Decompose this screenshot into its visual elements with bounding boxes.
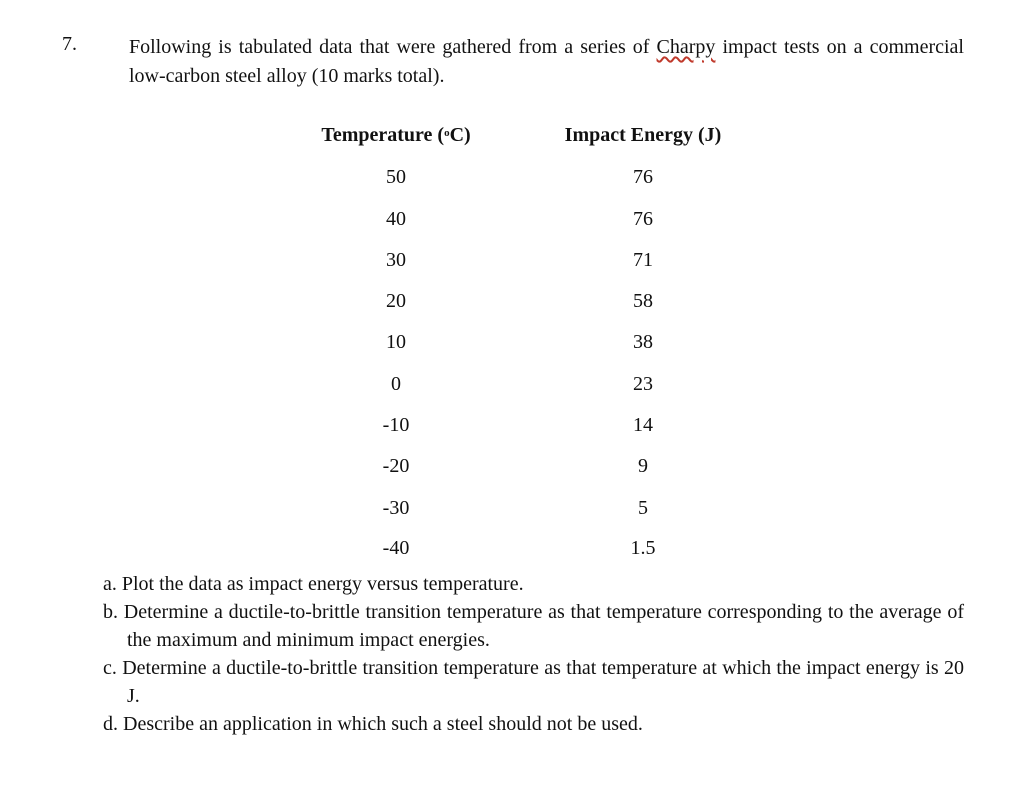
impact-energy-column-header: Impact Energy (J) <box>564 124 722 146</box>
charpy-term: Charpy <box>656 36 716 58</box>
impact-energy-cell: 23 <box>633 373 653 395</box>
intro-text-end: impact tests on a commercial low-carbon steel alloy (10 marks total). <box>129 36 964 87</box>
task-item-d: d. Describe an application in which such a steel should not be used. <box>103 713 643 735</box>
intro-text-start: Following is tabulated data that were gathered from a series of <box>129 36 657 58</box>
task-list <box>103 570 964 738</box>
temperature-cell: -40 <box>382 537 410 559</box>
impact-energy-cell: 76 <box>633 208 653 230</box>
temperature-cell: 0 <box>391 373 401 395</box>
impact-energy-cell: 14 <box>633 414 653 436</box>
task-item-c: c. Determine a ductile-to-brittle transition temperature as that temperature at which the impact energy is 20 J. <box>103 657 964 707</box>
impact-energy-cell: 9 <box>638 455 648 477</box>
temperature-cell: -20 <box>382 455 410 477</box>
temperature-column-header: Temperature ($^o$C) <box>321 124 471 146</box>
question-number: 7. <box>62 33 77 55</box>
task-item-a: a. Plot the data as impact energy versus temperature. <box>103 573 524 595</box>
impact-energy-cell: 1.5 <box>630 537 656 559</box>
temperature-cell: -10 <box>382 414 410 436</box>
temperature-cell: 10 <box>386 331 406 353</box>
impact-energy-cell: 38 <box>633 331 653 353</box>
task-item-b: b. Determine a ductile-to-brittle transition temperature as that temperature corresponding to the average of the maximum and minimum impact energies. <box>103 601 964 651</box>
impact-energy-cell: 5 <box>638 497 648 519</box>
temperature-cell: 20 <box>386 290 406 312</box>
impact-energy-cell: 58 <box>633 290 653 312</box>
temperature-cell: 50 <box>386 166 406 188</box>
impact-energy-cell: 76 <box>633 166 653 188</box>
temperature-cell: 40 <box>386 208 406 230</box>
temperature-cell: 30 <box>386 249 406 271</box>
impact-energy-cell: 71 <box>633 249 653 271</box>
question-intro <box>129 33 964 91</box>
temperature-cell: -30 <box>382 497 410 519</box>
